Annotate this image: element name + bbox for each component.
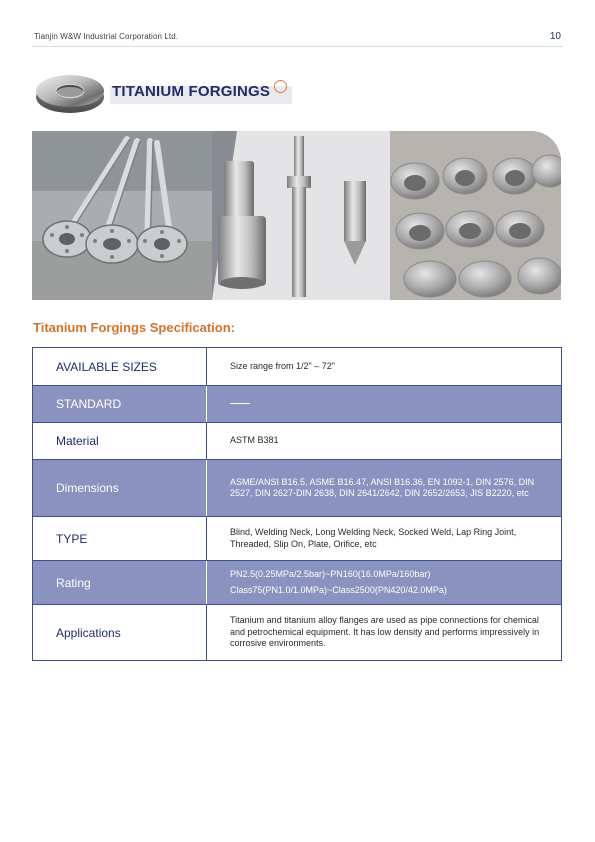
machined-shafts-photo (212, 131, 390, 300)
spec-table (32, 347, 562, 661)
company-name: Tianjin W&W Industrial Corporation Ltd. (34, 32, 179, 41)
spec-value: Blind, Welding Neck, Long Welding Neck, Socked Weld, Lap Ring Joint, Threaded, Slip On, Plate, Orifice, etc (207, 517, 562, 561)
spec-label: STANDARD (33, 386, 207, 423)
product-photo-strip (32, 131, 561, 300)
spec-value: ASTM B381 (207, 423, 562, 460)
spec-row-applications (33, 605, 562, 661)
title-block (110, 80, 270, 100)
titanium-ring-icon (34, 70, 106, 116)
spec-value (207, 386, 562, 423)
spec-label: AVAILABLE SIZES (33, 348, 207, 386)
spec-label: TYPE (33, 517, 207, 561)
circle-accent-icon (274, 80, 287, 93)
spec-value (207, 561, 562, 605)
spec-heading: Titanium Forgings Specification: (33, 320, 235, 335)
spec-row-dimensions (33, 460, 562, 517)
spec-label: Rating (33, 561, 207, 605)
flanged-pipe-spools-photo (32, 131, 212, 300)
empty-value-dash (230, 403, 250, 404)
spec-row-rating (33, 561, 562, 605)
page-title: TITANIUM FORGINGS (112, 83, 271, 100)
spec-label: Dimensions (33, 460, 207, 517)
spec-row-standard (33, 386, 562, 423)
spec-value: Size range from 1/2" – 72" (207, 348, 562, 386)
spec-value: ASME/ANSI B16.5, ASME B16.47, ANSI B16.36, EN 1092-1, DIN 2576, DIN 2527, DIN 2627-DIN 2638, DIN 2641/2642, DIN 2652/2653, JIS B2220, etc (207, 460, 562, 517)
header-divider (32, 46, 563, 47)
spec-value: Titanium and titanium alloy flanges are used as pipe connections for chemical and petrochemical equipment. It has low density and performs impressively in corrosive environments. (207, 605, 562, 661)
spec-label: Applications (33, 605, 207, 661)
rating-pn-range: PN2.5(0.25MPa/2.5bar)~PN160(16.0MPa/160bar) (230, 569, 431, 579)
spec-row-available-sizes (33, 348, 562, 386)
pipe-elbows-photo (390, 131, 561, 300)
spec-label: Material (33, 423, 207, 460)
rating-class-range: Class75(PN1.0/1.0MPa)~Class2500(PN420/42.0MPa) (230, 584, 447, 595)
page-number: 10 (549, 31, 561, 42)
spec-row-type (33, 517, 562, 561)
spec-row-material (33, 423, 562, 460)
